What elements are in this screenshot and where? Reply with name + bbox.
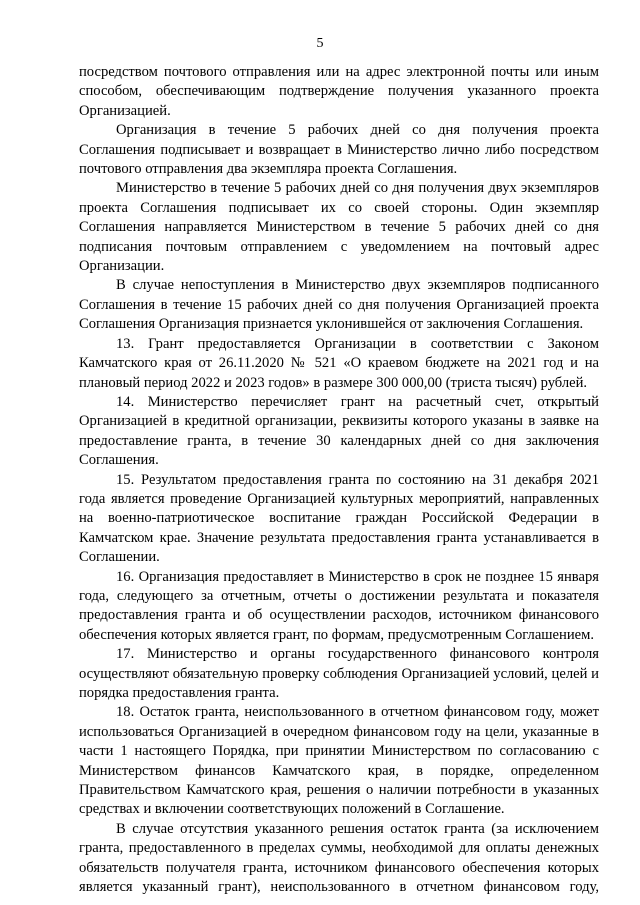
paragraph-16: 16. Организация предоставляет в Министерство в срок не позднее 15 января года, следующего за отчетным, отчеты о достижении результата и показателя предоставления гранта и об осуществлении расходов, источником финансового обеспечения которых является грант, по формам, предусмотренным Соглашением. (79, 568, 599, 643)
paragraph-18: 18. Остаток гранта, неиспользованного в отчетном финансовом году, может использоваться Организацией в очередном финансовом году на цели, указанные в части 1 настоящего Порядка, при принятии Министерством по согласованию с Министерством финансов Камчатского края, в порядке, определенном Правительством Камчатского края, решения о наличии потребности в указанных средствах и включении соответствующих положений в Соглашение. (79, 704, 599, 818)
paragraph-non-receipt: В случае непоступления в Министерство двух экземпляров подписанного Соглашения в течение 15 рабочих дней со дня получения Организацией проекта Соглашения Организация признается уклонившейся от заключения Соглашения. (79, 277, 599, 333)
paragraph-ministry-signing: Министерство в течение 5 рабочих дней со дня получения двух экземпляров проекта Соглашения подписывает их со своей стороны. Один экземпляр Соглашения направляется Министерством в течение 5 рабочих дней со дня подписания почтовым отправлением с уведомлением на почтовый адрес Организации. (79, 180, 599, 275)
paragraph-continuation: посредством почтового отправления или на адрес электронной почты или иным способом, обеспечивающим подтверждение получения указанного проекта Организацией. (79, 64, 599, 119)
paragraph-17: 17. Министерство и органы государственного финансового контроля осуществляют обязательную проверку соблюдения Организацией условий, целей и порядка предоставления гранта. (79, 646, 599, 701)
paragraph-absence-of-decision: В случае отсутствия указанного решения остаток гранта (за исключением гранта, предоставленного в пределах суммы, необходимой для оплаты денежных обязательств получателя гранта, источником финансового обеспечения которых является указанный грант), неиспользованного в отчетном финансовом году, (79, 820, 599, 896)
paragraph-13: 13. Грант предоставляется Организации в соответствии с Законом Камчатского края от 26.11.2020 № 521 «О краевом бюджете на 2021 год и на плановый период 2022 и 2023 годов» в размере 300 000,00 (триста тысяч) рублей. (79, 335, 599, 391)
paragraph-15: 15. Результатом предоставления гранта по состоянию на 31 декабря 2021 года является проведение Организацией культурных мероприятий, направленных на военно-патриотическое воспитание граждан Российской Федерации в Камчатском крае. Значение результата предоставления гранта устанавливается в Соглашении. (79, 471, 599, 566)
paragraph-signing: Организация в течение 5 рабочих дней со дня получения проекта Соглашения подписывает и возвращает в Министерство лично либо посредством почтового отправления два экземпляра проекта Соглашения. (79, 122, 599, 178)
paragraph-14: 14. Министерство перечисляет грант на расчетный счет, открытый Организацией в кредитной организации, реквизиты которого указаны в заявке на предоставление гранта, в течение 30 календарных дней со дня заключения Соглашения. (79, 393, 599, 469)
document-body (79, 63, 599, 897)
page-number: 5 (316, 36, 324, 51)
